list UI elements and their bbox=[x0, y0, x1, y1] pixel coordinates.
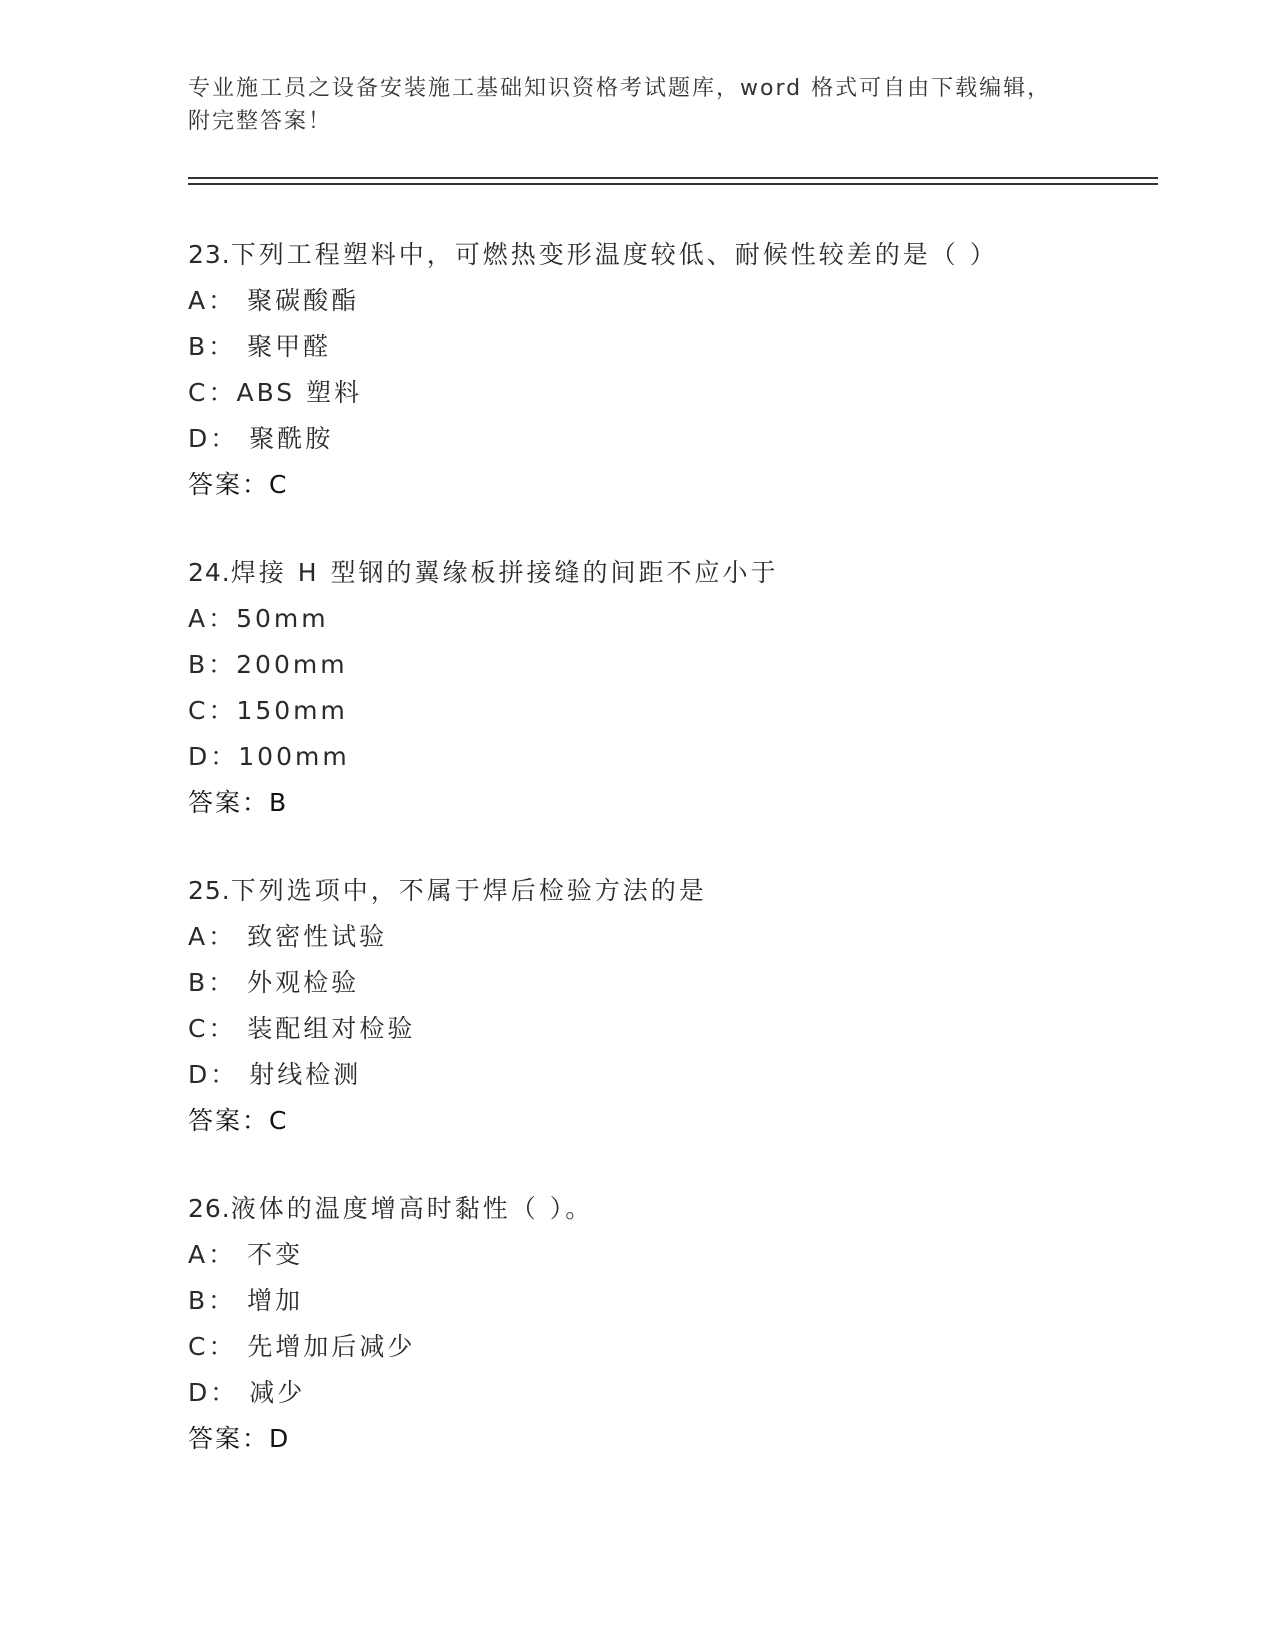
option-b bbox=[188, 960, 1148, 1006]
option-text: 100mm bbox=[238, 742, 350, 771]
option-label: D： bbox=[188, 742, 239, 771]
header-line-2: 附完整答案！ bbox=[188, 109, 333, 134]
answer-line bbox=[188, 780, 1148, 826]
option-text: 聚甲醛 bbox=[247, 332, 332, 361]
option-text: 增加 bbox=[247, 1286, 304, 1315]
option-a bbox=[188, 596, 1148, 642]
question-number: 25. bbox=[188, 876, 231, 905]
option-text: 先增加后减少 bbox=[247, 1332, 416, 1361]
answer-value: B bbox=[269, 788, 288, 817]
option-label: B： bbox=[188, 332, 237, 361]
option-d bbox=[188, 1052, 1148, 1098]
option-label: A： bbox=[188, 604, 237, 633]
option-b bbox=[188, 1278, 1148, 1324]
option-label: C： bbox=[188, 1332, 237, 1361]
option-a bbox=[188, 1232, 1148, 1278]
option-text: ABS 塑料 bbox=[236, 378, 363, 407]
answer-value: D bbox=[269, 1424, 290, 1453]
option-text: 装配组对检验 bbox=[247, 1014, 416, 1043]
question-text: 下列工程塑料中，可燃热变形温度较低、耐候性较差的是（ ） bbox=[230, 240, 998, 269]
answer-value: C bbox=[269, 470, 288, 499]
option-a bbox=[188, 914, 1148, 960]
option-label: B： bbox=[188, 650, 237, 679]
question-25 bbox=[188, 868, 1148, 1144]
option-text: 聚碳酸酯 bbox=[247, 286, 360, 315]
option-label: A： bbox=[188, 1240, 237, 1269]
document-header bbox=[188, 72, 1088, 138]
option-label: A： bbox=[188, 286, 237, 315]
option-c bbox=[188, 688, 1148, 734]
option-label: B： bbox=[188, 1286, 237, 1315]
question-24 bbox=[188, 550, 1148, 826]
option-b bbox=[188, 324, 1148, 370]
option-label: D： bbox=[188, 1378, 239, 1407]
option-d bbox=[188, 734, 1148, 780]
header-line-1: 专业施工员之设备安装施工基础知识资格考试题库，word 格式可自由下载编辑， bbox=[188, 76, 1052, 101]
question-title bbox=[188, 868, 1148, 914]
option-d bbox=[188, 416, 1148, 462]
option-text: 200mm bbox=[236, 650, 348, 679]
option-c bbox=[188, 1006, 1148, 1052]
option-label: A： bbox=[188, 922, 237, 951]
question-23 bbox=[188, 232, 1148, 508]
answer-label: 答案： bbox=[188, 1106, 270, 1135]
option-label: C： bbox=[188, 378, 237, 407]
option-label: D： bbox=[188, 1060, 239, 1089]
answer-label: 答案： bbox=[188, 470, 270, 499]
option-b bbox=[188, 642, 1148, 688]
option-text: 致密性试验 bbox=[247, 922, 388, 951]
option-text: 外观检验 bbox=[247, 968, 360, 997]
option-label: B： bbox=[188, 968, 237, 997]
question-number: 24. bbox=[188, 558, 231, 587]
option-a bbox=[188, 278, 1148, 324]
option-text: 减少 bbox=[249, 1378, 306, 1407]
answer-line bbox=[188, 1098, 1148, 1144]
option-label: C： bbox=[188, 696, 237, 725]
header-divider-bottom bbox=[188, 183, 1158, 185]
question-number: 26. bbox=[188, 1194, 231, 1223]
option-text: 射线检测 bbox=[249, 1060, 362, 1089]
question-text: 焊接 H 型钢的翼缘板拼接缝的间距不应小于 bbox=[230, 558, 779, 587]
option-c bbox=[188, 370, 1148, 416]
option-text: 50mm bbox=[236, 604, 329, 633]
answer-line bbox=[188, 1416, 1148, 1462]
answer-label: 答案： bbox=[188, 788, 270, 817]
question-number: 23. bbox=[188, 240, 231, 269]
option-text: 不变 bbox=[247, 1240, 304, 1269]
answer-value: C bbox=[269, 1106, 288, 1135]
option-c bbox=[188, 1324, 1148, 1370]
question-title bbox=[188, 1186, 1148, 1232]
answer-label: 答案： bbox=[188, 1424, 270, 1453]
option-label: D： bbox=[188, 424, 239, 453]
option-d bbox=[188, 1370, 1148, 1416]
question-text: 下列选项中，不属于焊后检验方法的是 bbox=[230, 876, 707, 905]
answer-line bbox=[188, 462, 1148, 508]
option-text: 聚酰胺 bbox=[249, 424, 334, 453]
question-title bbox=[188, 550, 1148, 596]
header-divider-top bbox=[188, 177, 1158, 179]
option-text: 150mm bbox=[236, 696, 348, 725]
question-title bbox=[188, 232, 1148, 278]
option-label: C： bbox=[188, 1014, 237, 1043]
question-text: 液体的温度增高时黏性（ ）。 bbox=[230, 1194, 594, 1223]
question-26 bbox=[188, 1186, 1148, 1462]
